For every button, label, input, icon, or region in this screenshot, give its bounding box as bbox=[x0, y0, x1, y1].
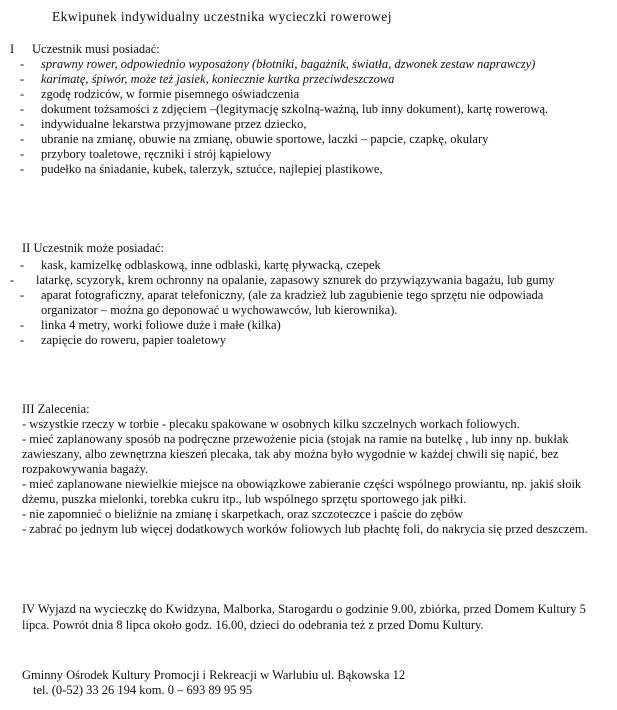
list-item: - pudełko na śniadanie, kubek, talerzyk, sztućce, najlepiej plastikowe, bbox=[20, 162, 383, 176]
section-1-heading bbox=[10, 42, 160, 57]
list-item: - zgodę rodziców, w formie pisemnego oświadczenia bbox=[20, 87, 300, 101]
list-item: - wszystkie rzeczy w torbie - plecaku spakowane w osobnych kilku szczelnych workach foliowych. bbox=[22, 417, 520, 431]
section-1-list bbox=[10, 57, 605, 177]
list-item: - sprawny rower, odpowiednio wyposażony (błotniki, bagażnik, światła, dzwonek zestaw naprawczy) bbox=[20, 57, 536, 71]
footer-contact bbox=[22, 668, 405, 698]
section-1-heading-text: Uczestnik musi posiadać: bbox=[32, 42, 160, 56]
list-item: - ubranie na zmianę, obuwie na zmianę, obuwie sportowe, laczki – papcie, czapkę, okulary bbox=[20, 132, 489, 146]
list-item: - kask, kamizelkę odblaskową, inne odblaski, kartę pływacką, czepek bbox=[20, 258, 381, 272]
section-3-heading: III Zalecenia: bbox=[22, 402, 90, 416]
list-item: - zapięcie do roweru, papier toaletowy bbox=[20, 333, 226, 347]
section-3-list bbox=[22, 417, 607, 537]
list-item: - indywidualne lekarstwa przyjmowane przez dziecko, bbox=[20, 117, 307, 131]
section-2-list bbox=[10, 258, 595, 348]
list-item: - nie zapomnieć o bieliźnie na zmianę i skarpetkach, oraz szczoteczce i paście do zębów bbox=[22, 507, 464, 521]
footer-phone: tel. (0-52) 33 26 194 kom. 0 – 693 89 95 95 bbox=[33, 683, 253, 697]
list-item: - latarkę, scyzoryk, krem ochronny na opalanie, zapasowy sznurek do przywiązywania bagażu, lub gumy bbox=[10, 273, 555, 287]
section-1-number: I bbox=[10, 42, 15, 56]
footer-address: Gminny Ośrodek Kultury Promocji i Rekreacji w Warlubiu ul. Bąkowska 12 bbox=[22, 668, 406, 682]
section-4-departure-info: IV Wyjazd na wycieczkę do Kwidzyna, Malborka, Starogardu o godzinie 9.00, zbiórka, przed Domem Kultury 5 lipca. Powrót dnia 8 lipca około godz. 16.00, dzieci do odebrania też z przed Domu Kultury. bbox=[22, 602, 586, 632]
list-item: - mieć zaplanowane niewielkie miejsce na obowiązkowe zabieranie części wspólnego prowiantu, np. jakiś słoik dżemu, puszka mielonki, torebka cukru itp., lub wspólnego sprzętu sportowego jak piłki. bbox=[22, 477, 582, 506]
list-item: - linka 4 metry, worki foliowe duże i małe (kilka) bbox=[20, 318, 281, 332]
list-item: - zabrać po jednym lub więcej dodatkowych worków foliowych lub płachtę foli, do nakrycia się przed deszczem. bbox=[22, 522, 588, 536]
list-item: - dokument tożsamości z zdjęciem –(legitymację szkolną-ważną, lub inny dokument), kartę rowerową. bbox=[20, 102, 549, 116]
list-item: - przybory toaletowe, ręczniki i strój kąpielowy bbox=[20, 147, 272, 161]
list-item: - mieć zaplanowany sposób na podręczne przewożenie picia (stojak na ramie na butelkę , lub inny np. bukłak zawieszany, albo zewnętrzna kieszeń plecaka, tak aby można było wygodnie w każdej chwili się napić, bez rozpakowywania bagaży. bbox=[22, 432, 569, 476]
document-title: Ekwipunek indywidualny uczestnika wycieczki rowerowej bbox=[52, 9, 392, 24]
list-item: - aparat fotograficzny, aparat telefoniczny, (ale za kradzież lub zagubienie tego sprzętu nie odpowiada organizator – można go deponować u wychowawców, lub kierownika). bbox=[20, 288, 544, 317]
list-item: - karimatę, śpiwór, może też jasiek, koniecznie kurtka przeciwdeszczowa bbox=[20, 72, 395, 86]
section-2-heading: II Uczestnik może posiadać: bbox=[22, 241, 164, 255]
